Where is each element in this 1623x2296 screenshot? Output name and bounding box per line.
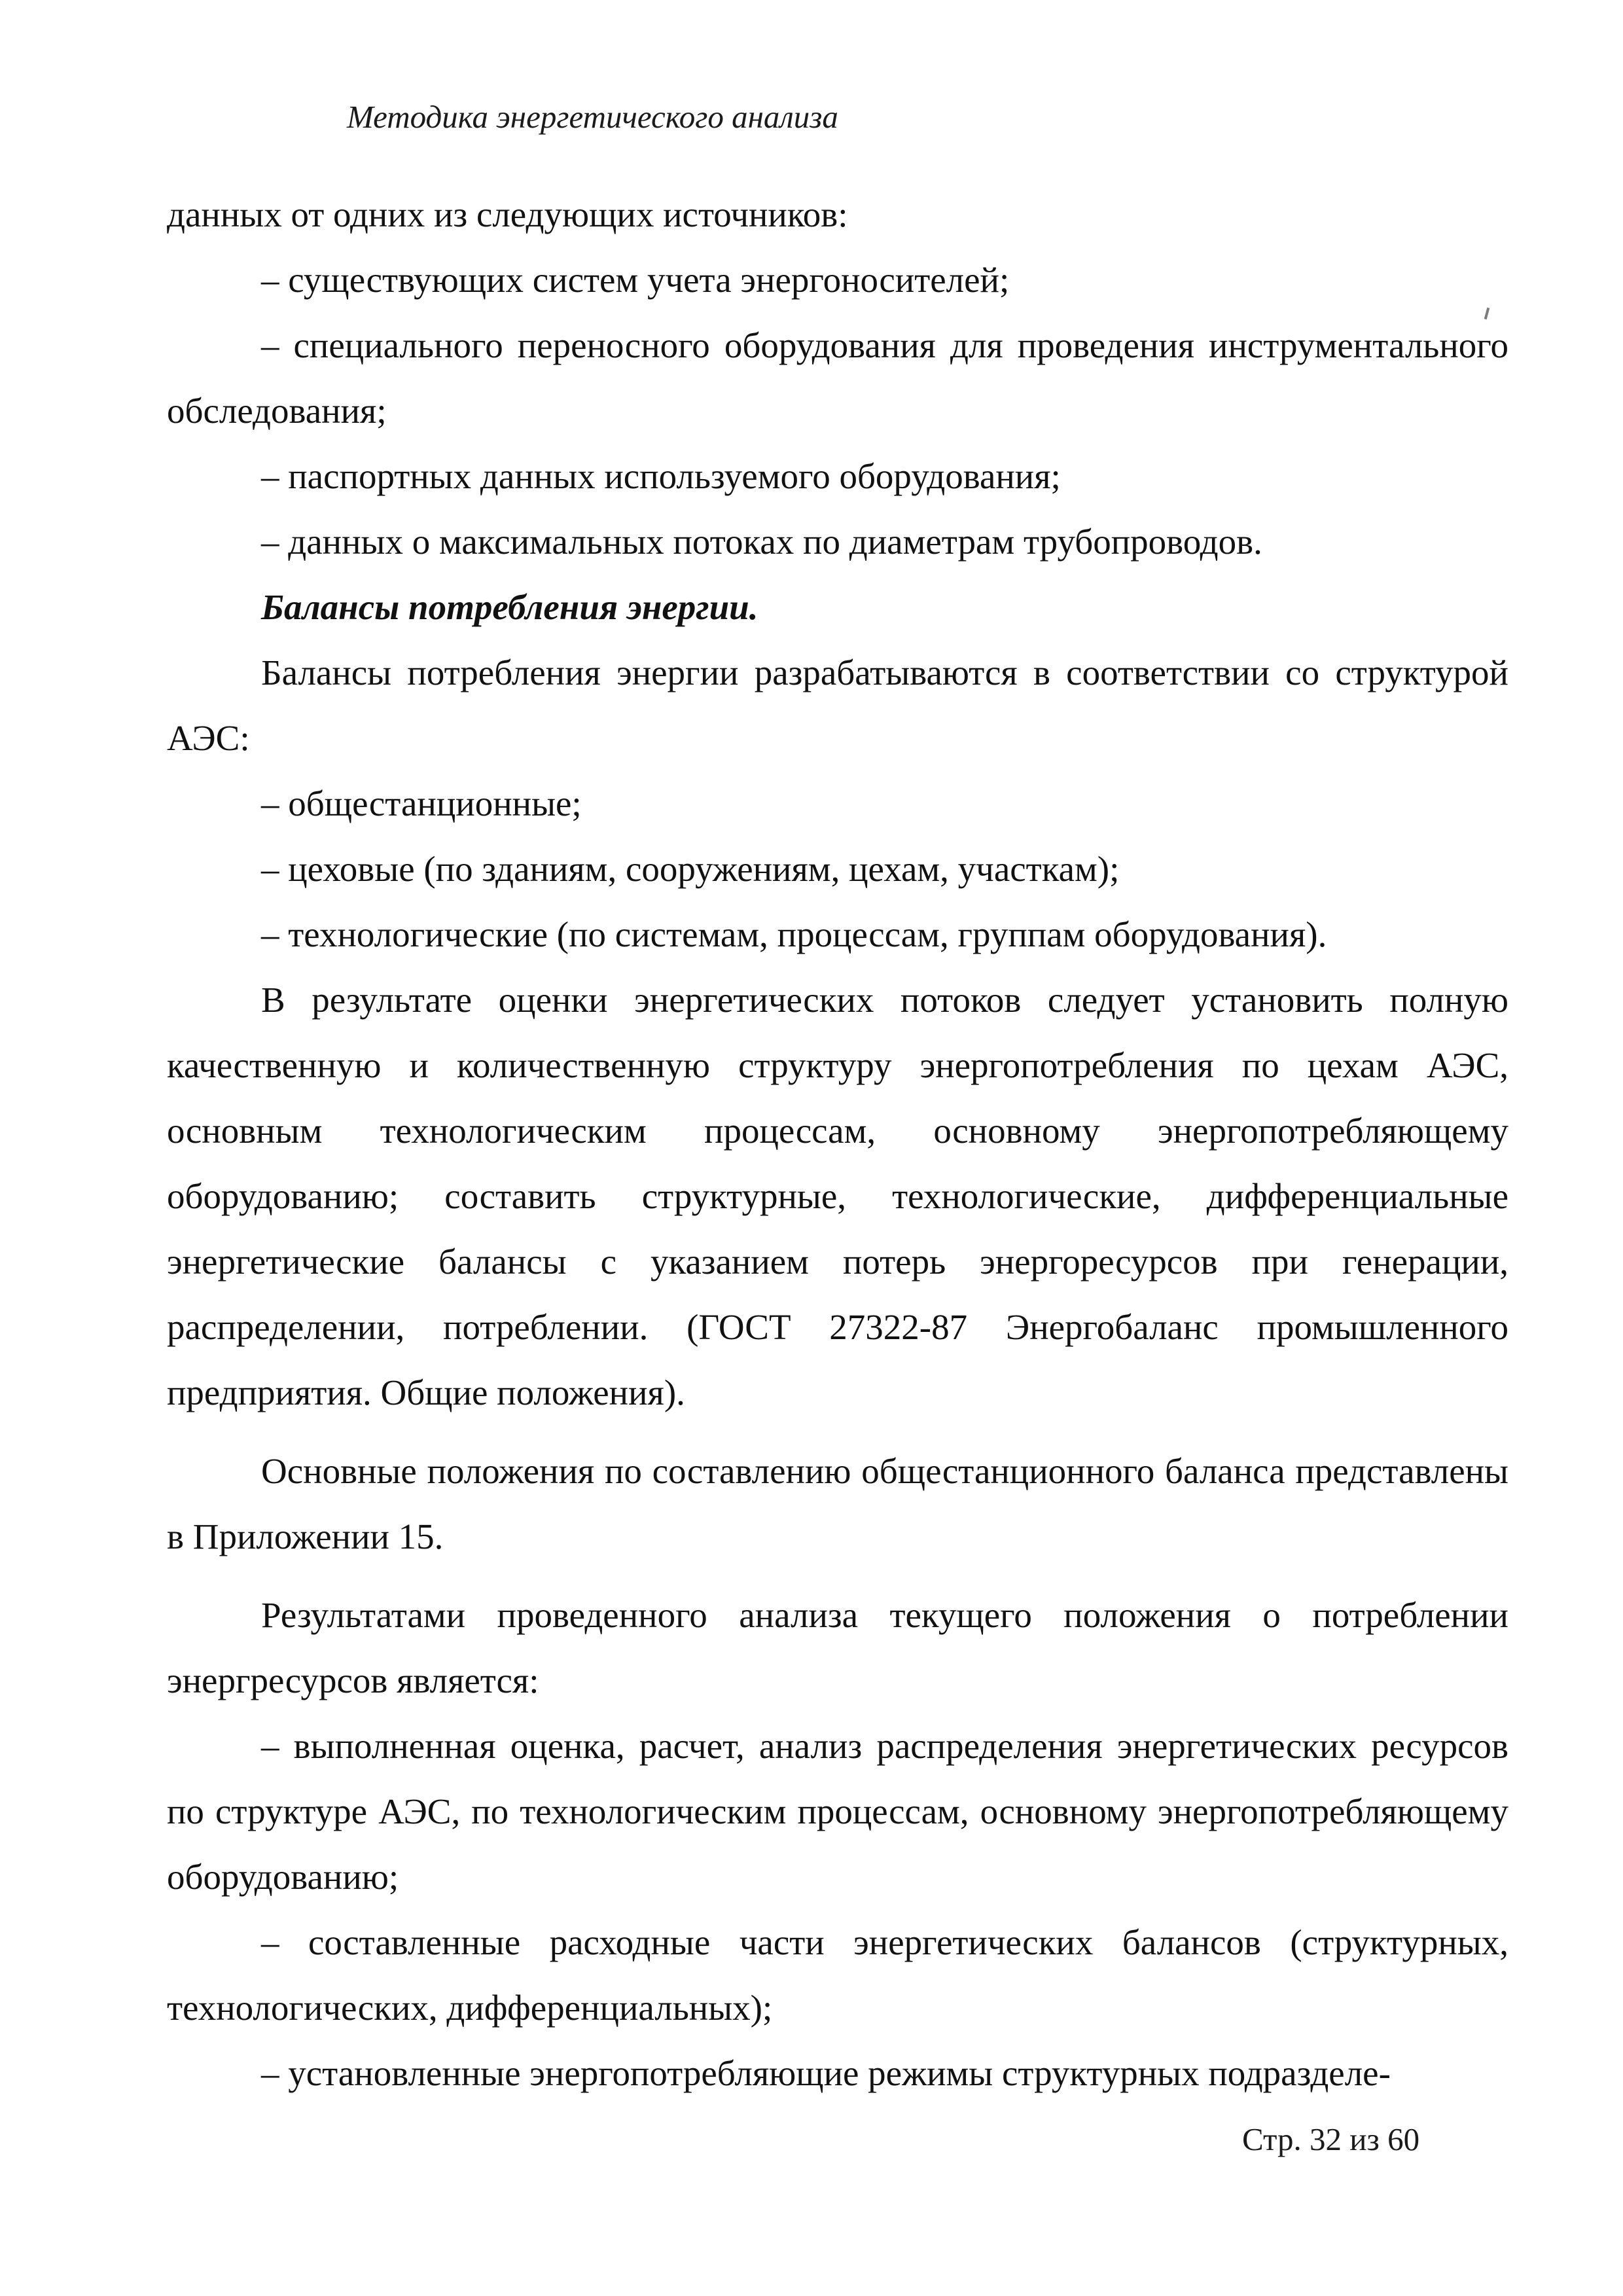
list-item-technological: – технологические (по системам, процессам, группам оборудования).: [261, 914, 1327, 954]
paragraph-gap: [167, 1570, 1508, 1583]
paragraph-sources-intro: данных от одних из следующих источников:: [167, 194, 848, 234]
list-item-expense-balances: – составленные расходные части энергетических балансов (структурных, технологических, дифференциальных);: [167, 1922, 1508, 2028]
list-item-portable-equipment: – специального переносного оборудования для проведения инструментального обследования;: [167, 325, 1508, 431]
paragraph-analysis-results: Результатами проведенного анализа текущего положения о потреблении энергресурсов является:: [167, 1595, 1508, 1700]
list-item-station-wide: – общестанционные;: [261, 783, 582, 823]
section-heading-balances: Балансы потребления энергии.: [261, 587, 758, 627]
list-item-metering-systems: – существующих систем учета энергоносителей;: [261, 260, 1010, 300]
list-item-max-flows: – данных о максимальных потоках по диаметрам трубопроводов.: [261, 522, 1262, 562]
list-item-shop: – цеховые (по зданиям, сооружениям, цехам, участкам);: [261, 849, 1120, 889]
list-item-consumption-modes: – установленные энергопотребляющие режимы структурных подразделе-: [261, 2053, 1391, 2093]
page-number: Стр. 32 из 60: [1242, 2121, 1420, 2157]
paragraph-balances-structure: Балансы потребления энергии разрабатываются в соответствии со структурой АЭС:: [167, 653, 1508, 758]
paragraph-gap: [167, 1426, 1508, 1439]
list-item-passport-data: – паспортных данных используемого оборудования;: [261, 456, 1061, 496]
running-header: Методика энергетического анализа: [347, 99, 838, 135]
paragraph-appendix-reference: Основные положения по составлению общестанционного баланса представлены в Приложении 15.: [167, 1451, 1508, 1556]
document-body: [167, 182, 1508, 2106]
list-item-distribution-analysis: – выполненная оценка, расчет, анализ распределения энергетических ресурсов по структуре АЭС, по технологическим процессам, основному энергопотребляющему оборудованию;: [167, 1726, 1508, 1897]
paragraph-evaluation-result: В результате оценки энергетических потоков следует установить полную качественную и количественную структуру энергопотребления по цехам АЭС, основным технологическим процессам, основному энергопотребляющему оборудованию; составить структурные, технологические, дифференциальные энергетические балансы с указанием потерь энергоресурсов при генерации, распределении, потреблении. (ГОСТ 27322-87 Энергобаланс промышленного предприятия. Общие положения).: [167, 980, 1508, 1412]
